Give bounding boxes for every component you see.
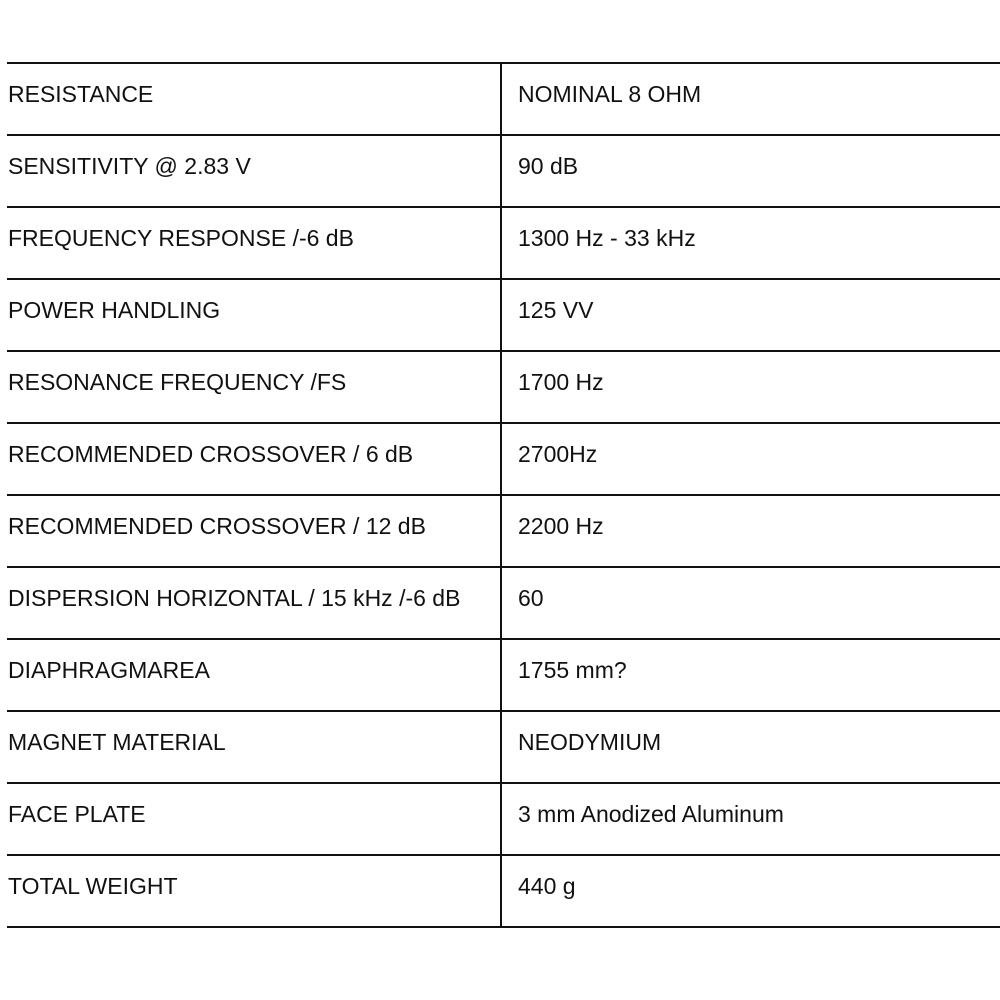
spec-label: RESISTANCE bbox=[7, 63, 501, 135]
spec-value: 60 bbox=[501, 567, 1000, 639]
spec-value: 1755 mm? bbox=[501, 639, 1000, 711]
spec-value: 125 VV bbox=[501, 279, 1000, 351]
table-row bbox=[7, 423, 1000, 495]
spec-label: RECOMMENDED CROSSOVER / 12 dB bbox=[7, 495, 501, 567]
table-row bbox=[7, 63, 1000, 135]
spec-value: 1300 Hz - 33 kHz bbox=[501, 207, 1000, 279]
table-row bbox=[7, 567, 1000, 639]
table-row bbox=[7, 207, 1000, 279]
table-row bbox=[7, 855, 1000, 927]
spec-label: DISPERSION HORIZONTAL / 15 kHz /-6 dB bbox=[7, 567, 501, 639]
table-row bbox=[7, 711, 1000, 783]
table-row bbox=[7, 135, 1000, 207]
spec-table-body bbox=[7, 63, 1000, 927]
spec-value: 90 dB bbox=[501, 135, 1000, 207]
spec-label: RECOMMENDED CROSSOVER / 6 dB bbox=[7, 423, 501, 495]
spec-label: RESONANCE FREQUENCY /FS bbox=[7, 351, 501, 423]
table-row bbox=[7, 495, 1000, 567]
spec-value: NEODYMIUM bbox=[501, 711, 1000, 783]
spec-label: MAGNET MATERIAL bbox=[7, 711, 501, 783]
spec-label: FACE PLATE bbox=[7, 783, 501, 855]
spec-value: NOMINAL 8 OHM bbox=[501, 63, 1000, 135]
table-row bbox=[7, 639, 1000, 711]
spec-value: 3 mm Anodized Aluminum bbox=[501, 783, 1000, 855]
spec-value: 2200 Hz bbox=[501, 495, 1000, 567]
spec-value: 440 g bbox=[501, 855, 1000, 927]
spec-label: FREQUENCY RESPONSE /-6 dB bbox=[7, 207, 501, 279]
spec-table bbox=[7, 62, 1000, 928]
spec-label: SENSITIVITY @ 2.83 V bbox=[7, 135, 501, 207]
spec-value: 2700Hz bbox=[501, 423, 1000, 495]
spec-label: TOTAL WEIGHT bbox=[7, 855, 501, 927]
table-row bbox=[7, 279, 1000, 351]
spec-label: DIAPHRAGMAREA bbox=[7, 639, 501, 711]
table-row bbox=[7, 783, 1000, 855]
table-row bbox=[7, 351, 1000, 423]
spec-label: POWER HANDLING bbox=[7, 279, 501, 351]
spec-value: 1700 Hz bbox=[501, 351, 1000, 423]
